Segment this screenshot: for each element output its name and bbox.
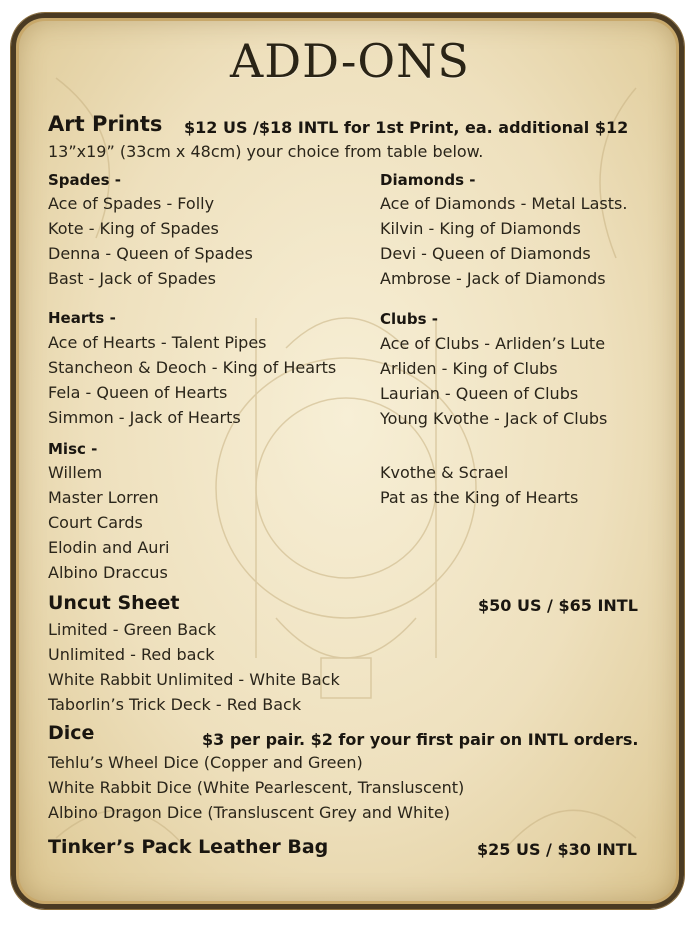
list-item: Willem [48, 463, 103, 482]
spades-label: Spades - [48, 171, 121, 189]
list-item: White Rabbit Unlimited - White Back [48, 670, 340, 689]
list-item: Unlimited - Red back [48, 645, 215, 664]
misc-label: Misc - [48, 440, 98, 458]
list-item: Ace of Hearts - Talent Pipes [48, 333, 267, 352]
list-item: Fela - Queen of Hearts [48, 383, 228, 402]
page-title: ADD-ONS [230, 34, 470, 88]
list-item: Ace of Spades - Folly [48, 194, 215, 213]
list-item: Taborlin’s Trick Deck - Red Back [48, 695, 302, 714]
bag-price: $25 US / $30 INTL [477, 840, 637, 859]
list-item: Simmon - Jack of Hearts [48, 408, 241, 427]
dice-price: $3 per pair. $2 for your first pair on INTL orders. [202, 730, 639, 749]
list-item: Kote - King of Spades [48, 219, 219, 238]
uncut-sheet-heading: Uncut Sheet [48, 592, 180, 614]
list-item: Albino Dragon Dice (Transluscent Grey and White) [48, 803, 450, 822]
hearts-label: Hearts - [48, 309, 116, 327]
list-item: Kilvin - King of Diamonds [380, 219, 581, 238]
art-prints-price: $12 US /$18 INTL for 1st Print, ea. additional $12 [184, 118, 629, 137]
list-item: Pat as the King of Hearts [380, 488, 579, 507]
list-item: Arliden - King of Clubs [380, 359, 558, 378]
list-item: Stancheon & Deoch - King of Hearts [48, 358, 337, 377]
diamonds-label: Diamonds - [380, 171, 476, 189]
list-item: Bast - Jack of Spades [48, 269, 216, 288]
list-item: Young Kvothe - Jack of Clubs [380, 409, 608, 428]
list-item: Laurian - Queen of Clubs [380, 384, 579, 403]
dice-heading: Dice [48, 722, 95, 744]
list-item: Elodin and Auri [48, 538, 170, 557]
list-item: Devi - Queen of Diamonds [380, 244, 591, 263]
uncut-sheet-price: $50 US / $65 INTL [478, 596, 638, 615]
list-item: Kvothe & Scrael [380, 463, 509, 482]
bag-heading: Tinker’s Pack Leather Bag [48, 836, 329, 858]
art-prints-note: 13”x19” (33cm x 48cm) your choice from table below. [48, 142, 484, 161]
list-item: Master Lorren [48, 488, 159, 507]
addons-card [11, 13, 684, 909]
list-item: Tehlu’s Wheel Dice (Copper and Green) [48, 753, 363, 772]
list-item: White Rabbit Dice (White Pearlescent, Transluscent) [48, 778, 465, 797]
list-item: Ace of Clubs - Arliden’s Lute [380, 334, 606, 353]
list-item: Albino Draccus [48, 563, 168, 582]
list-item: Ace of Diamonds - Metal Lasts. [380, 194, 628, 213]
list-item: Denna - Queen of Spades [48, 244, 253, 263]
list-item: Limited - Green Back [48, 620, 216, 639]
list-item: Ambrose - Jack of Diamonds [380, 269, 606, 288]
list-item: Court Cards [48, 513, 143, 532]
clubs-label: Clubs - [380, 310, 438, 328]
art-prints-heading: Art Prints [48, 112, 163, 136]
